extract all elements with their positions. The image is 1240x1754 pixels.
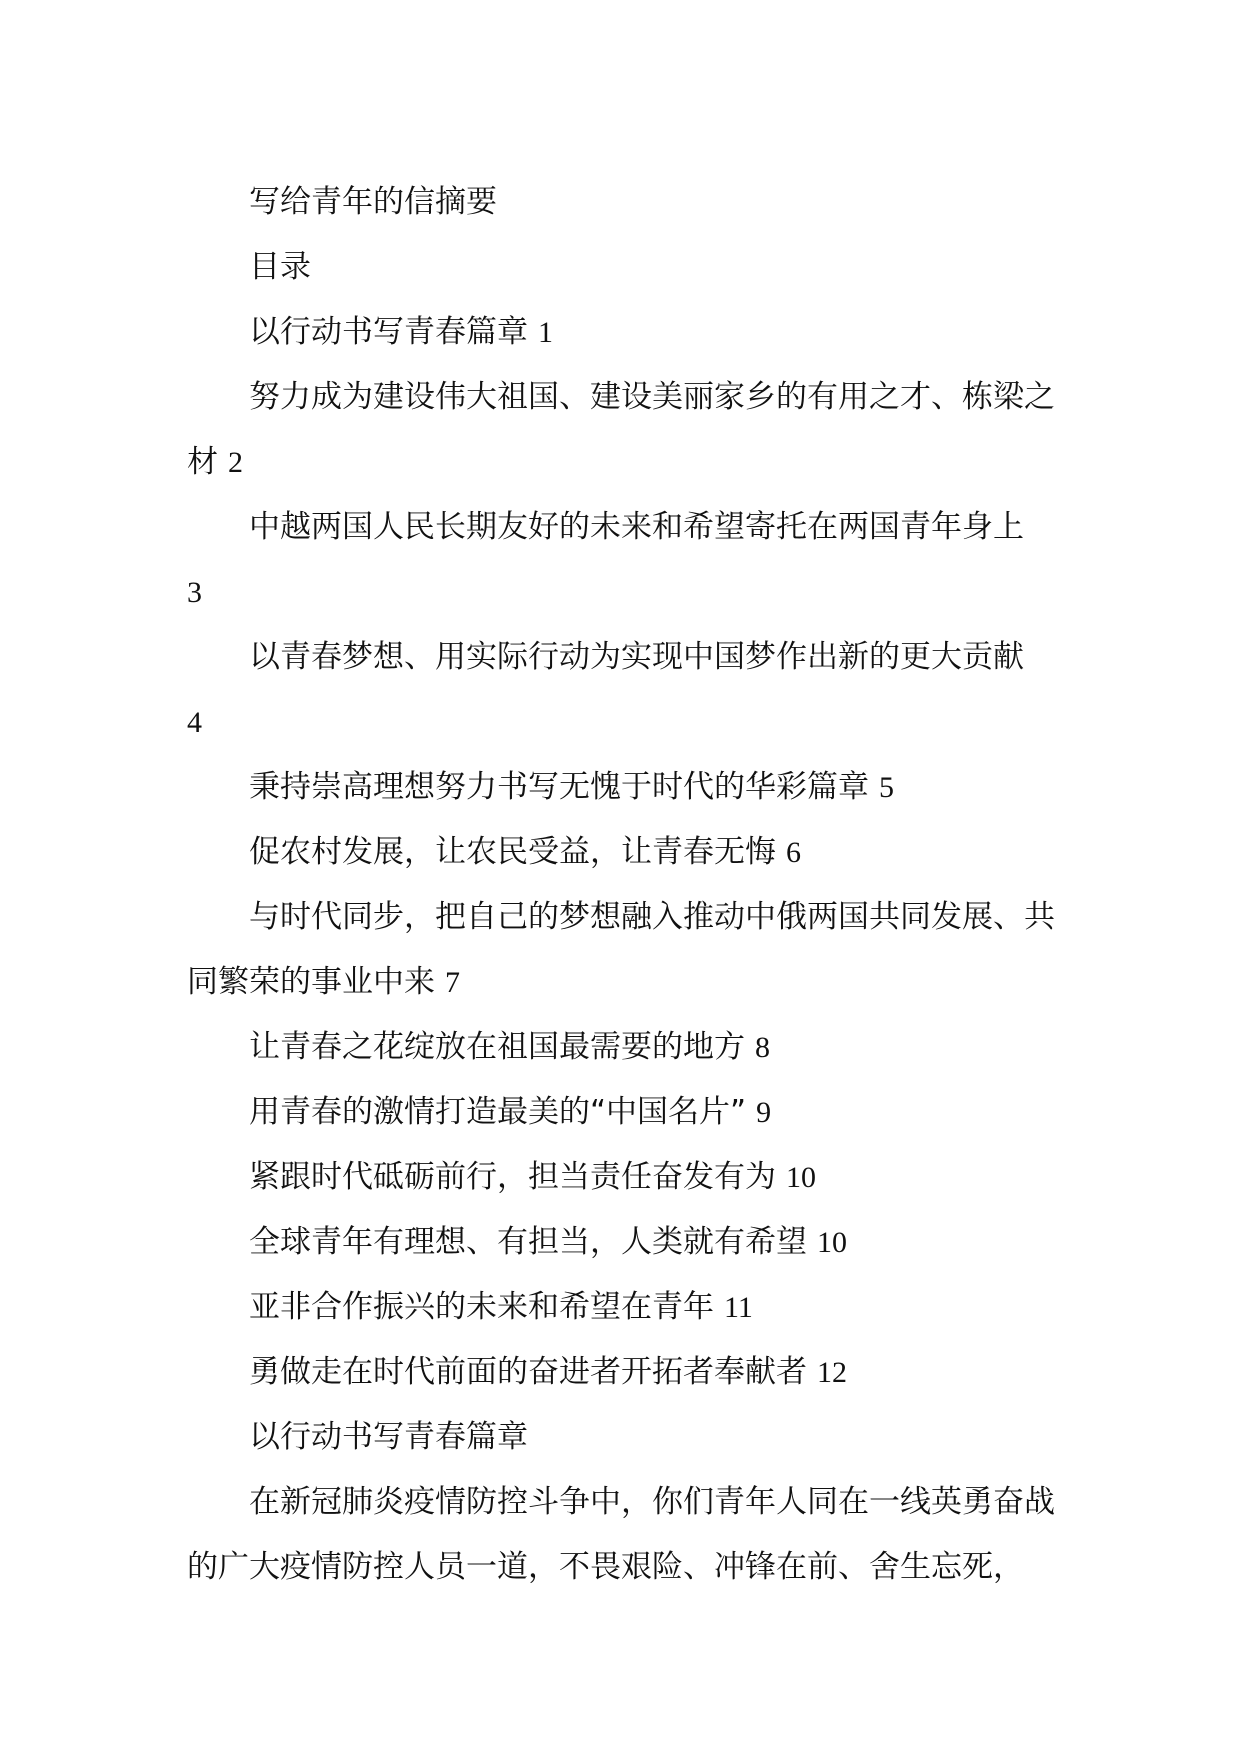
toc-entry-text: 让青春之花绽放在祖国最需要的地方 xyxy=(249,1029,745,1065)
toc-entry-text: 全球青年有理想、有担当，人类就有希望 xyxy=(249,1224,807,1260)
toc-entry-text: 促农村发展，让农民受益，让青春无悔 xyxy=(249,834,776,870)
toc-entry-page: 6 xyxy=(786,836,801,869)
toc-entry-page: 2 xyxy=(228,446,243,479)
toc-entry-page: 3 xyxy=(187,576,202,609)
toc-entry-text: 秉持崇高理想努力书写无愧于时代的华彩篇章 xyxy=(249,769,869,805)
body-paragraph: 在新冠肺炎疫情防控斗争中，你们青年人同在一线英勇奋战的广大疫情防控人员一道，不畏艰险、冲锋在前、舍生忘死， xyxy=(187,1484,1055,1585)
toc-entry-page: 9 xyxy=(756,1096,772,1129)
document-body xyxy=(187,170,1057,1600)
toc-entry[interactable] xyxy=(187,625,1057,755)
toc-entry[interactable] xyxy=(187,1015,1057,1080)
toc-entry-text: 亚非合作振兴的未来和希望在青年 xyxy=(249,1289,714,1325)
toc-entry-page: 8 xyxy=(755,1031,770,1064)
toc-entry[interactable] xyxy=(187,495,1057,625)
section-heading: 以行动书写青春篇章 xyxy=(249,1419,528,1455)
toc-entry-text: 紧跟时代砥砺前行，担当责任奋发有为 xyxy=(249,1159,776,1195)
toc-entry-page: 5 xyxy=(879,771,894,804)
toc-entry[interactable] xyxy=(187,1145,1057,1210)
toc-entry-page: 10 xyxy=(786,1161,816,1194)
toc-entry-text: 努力成为建设伟大祖国、建设美丽家乡的有用之才、栋梁之材 xyxy=(187,379,1055,480)
toc-entry-page: 1 xyxy=(538,316,553,349)
toc-entry[interactable] xyxy=(187,885,1057,1015)
toc-entry[interactable] xyxy=(187,820,1057,885)
toc-entry-text: 与时代同步，把自己的梦想融入推动中俄两国共同发展、共同繁荣的事业中来 xyxy=(187,899,1055,1000)
toc-entry[interactable] xyxy=(187,1275,1057,1340)
toc-entry[interactable] xyxy=(187,1340,1057,1405)
toc-entry[interactable] xyxy=(187,300,1057,365)
toc-entry-page: 4 xyxy=(187,706,202,739)
document-title: 写给青年的信摘要 xyxy=(249,184,497,220)
toc-entry-page: 7 xyxy=(445,966,460,999)
toc-entry-text: 勇做走在时代前面的奋进者开拓者奉献者 xyxy=(249,1354,807,1390)
toc-entry-text: 以青春梦想、用实际行动为实现中国梦作出新的更大贡献 xyxy=(249,639,1024,675)
toc-entry-text: 用青春的激情打造最美的“中国名片” xyxy=(249,1094,747,1130)
toc-entry[interactable] xyxy=(187,755,1057,820)
toc-entry-page: 12 xyxy=(817,1356,847,1389)
toc-heading: 目录 xyxy=(249,249,311,285)
toc-entry-page: 10 xyxy=(817,1226,847,1259)
toc-entry-text: 中越两国人民长期友好的未来和希望寄托在两国青年身上 xyxy=(249,509,1024,545)
toc-entry-text: 以行动书写青春篇章 xyxy=(249,314,528,350)
toc-entry[interactable] xyxy=(187,365,1057,495)
toc-entry-page: 11 xyxy=(724,1291,753,1324)
toc-entry[interactable] xyxy=(187,1080,1057,1145)
toc-entry[interactable] xyxy=(187,1210,1057,1275)
